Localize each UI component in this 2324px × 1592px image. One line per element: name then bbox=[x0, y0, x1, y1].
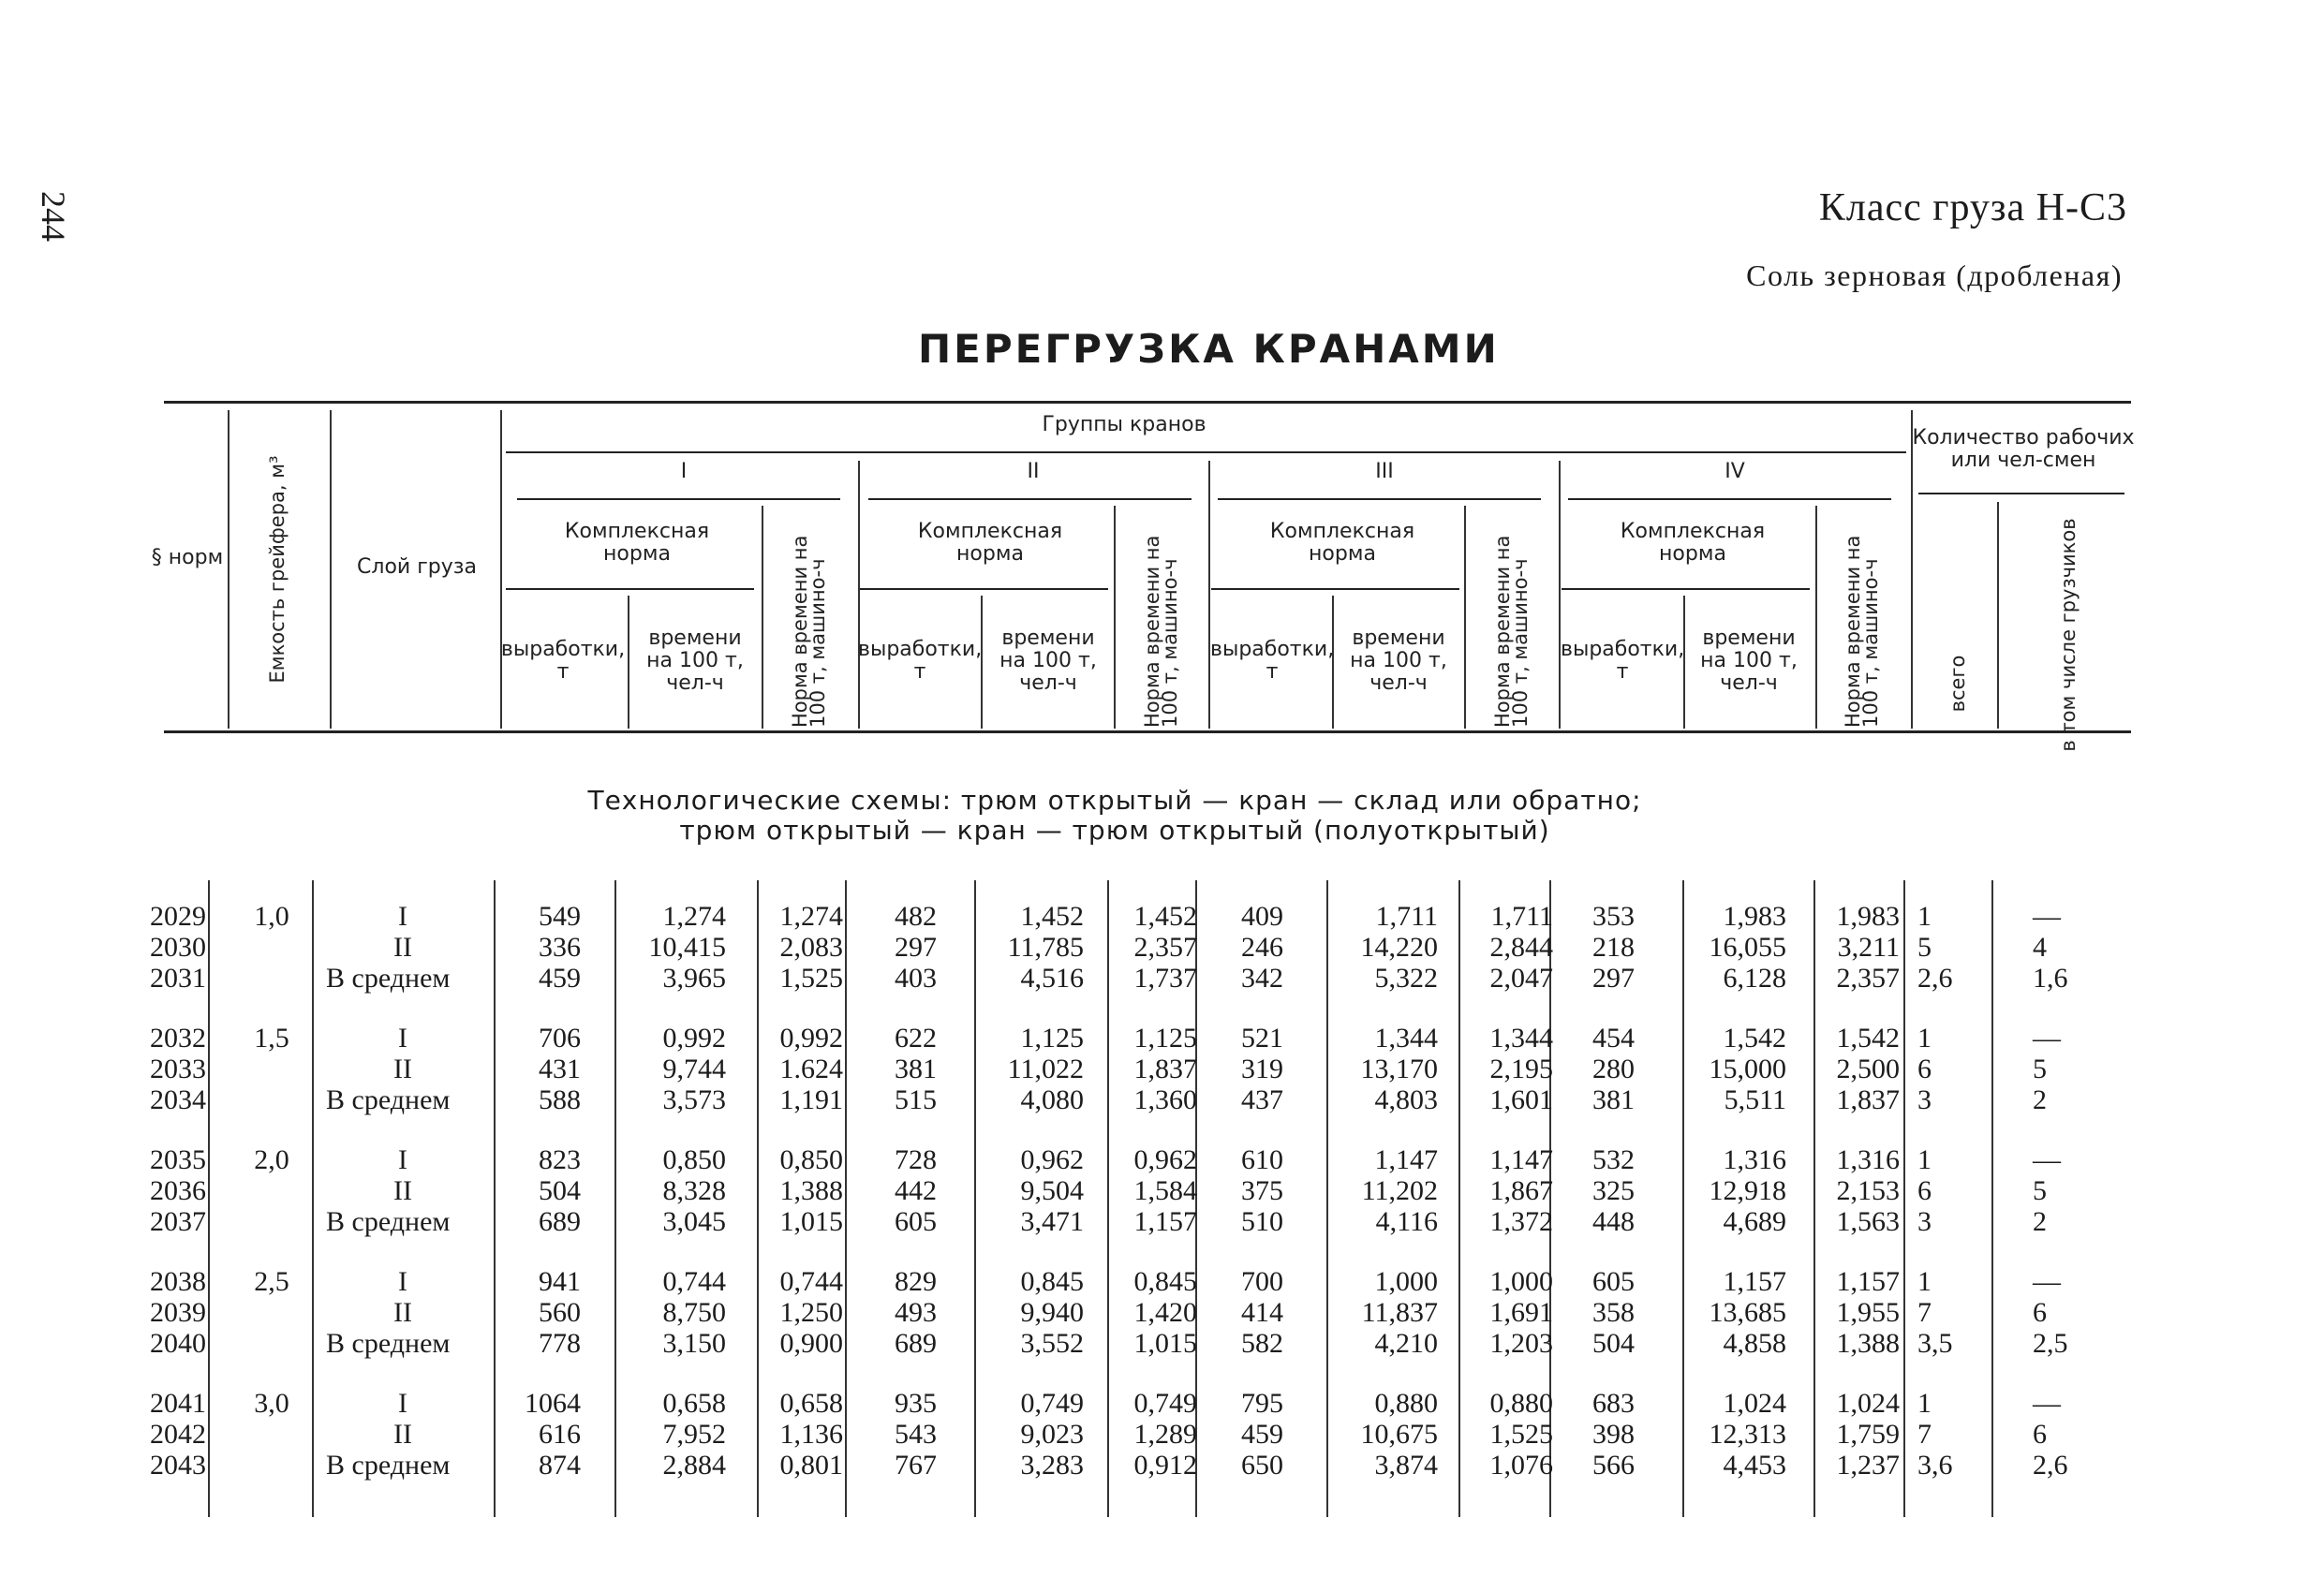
cell-g2-0: 442 bbox=[895, 1175, 937, 1206]
group-name: IV bbox=[1724, 460, 1745, 483]
cell-g2-1: 4,516 bbox=[1020, 963, 1084, 994]
cell-g2-2: 0,749 bbox=[1133, 1388, 1197, 1419]
cell-layer: I bbox=[398, 1388, 407, 1419]
cell-layer: В среднем bbox=[326, 963, 451, 994]
cell-g3-0: 342 bbox=[1241, 963, 1283, 994]
time-label: времени на 100 т, чел-ч bbox=[1350, 626, 1447, 695]
cell-g1-0: 560 bbox=[539, 1297, 581, 1328]
header-norm: § норм bbox=[151, 546, 224, 569]
cell-g4-0: 566 bbox=[1592, 1450, 1635, 1481]
cell-g3-1: 5,322 bbox=[1374, 963, 1438, 994]
cell-g2-2: 0,845 bbox=[1133, 1266, 1197, 1297]
cell-norm: 2035 bbox=[150, 1144, 206, 1175]
complex-norm-label: Комплексная норма bbox=[564, 520, 710, 566]
cell-norm: 2029 bbox=[150, 901, 206, 932]
cell-g3-1: 13,170 bbox=[1360, 1054, 1438, 1084]
complex-norm-label: Комплексная норма bbox=[1620, 520, 1766, 566]
cell-loaders: — bbox=[2033, 901, 2061, 932]
cell-layer: В среднем bbox=[326, 1084, 451, 1115]
cell-loaders: 5 bbox=[2033, 1054, 2047, 1084]
cell-g4-0: 448 bbox=[1592, 1206, 1635, 1237]
cell-g2-1: 9,940 bbox=[1020, 1297, 1084, 1328]
cell-norm: 2031 bbox=[150, 963, 206, 994]
cell-g1-1: 0,744 bbox=[662, 1266, 726, 1297]
cell-g4-2: 1,563 bbox=[1836, 1206, 1900, 1237]
cell-g1-2: 2,083 bbox=[779, 932, 843, 963]
cell-total: 2,6 bbox=[1917, 963, 1953, 994]
cell-g3-2: 1,691 bbox=[1489, 1297, 1553, 1328]
cell-total: 5 bbox=[1917, 932, 1932, 963]
cell-g4-1: 5,511 bbox=[1724, 1084, 1786, 1115]
cell-g1-1: 1,274 bbox=[662, 901, 726, 932]
cell-norm: 2039 bbox=[150, 1297, 206, 1328]
complex-norm-label: Комплексная норма bbox=[917, 520, 1063, 566]
output-label: выработки, т bbox=[1561, 638, 1685, 684]
cell-g2-0: 543 bbox=[895, 1419, 937, 1450]
cell-loaders: 2 bbox=[2033, 1206, 2047, 1237]
cell-g1-1: 3,150 bbox=[662, 1328, 726, 1359]
cell-g2-0: 689 bbox=[895, 1328, 937, 1359]
cell-g4-1: 1,157 bbox=[1723, 1266, 1786, 1297]
cell-g4-2: 1,542 bbox=[1836, 1023, 1900, 1054]
cell-g4-0: 218 bbox=[1592, 932, 1635, 963]
page-number: 244 bbox=[35, 191, 72, 242]
cell-g3-2: 1,344 bbox=[1489, 1023, 1553, 1054]
cell-g3-1: 3,874 bbox=[1374, 1450, 1438, 1481]
cargo-name-subheading: Соль зерновая (дробленая) bbox=[1746, 258, 2123, 292]
cell-layer: II bbox=[393, 1297, 412, 1328]
cell-norm: 2043 bbox=[150, 1450, 206, 1481]
cell-layer: I bbox=[398, 1266, 407, 1297]
cell-g3-0: 437 bbox=[1241, 1084, 1283, 1115]
grab-capacity-value: 1,0 bbox=[254, 901, 289, 932]
machine-time-label: Норма времени на 100 т, машино-ч bbox=[1141, 535, 1181, 728]
cell-g2-2: 1,157 bbox=[1133, 1206, 1197, 1237]
cell-g2-2: 1,837 bbox=[1133, 1054, 1197, 1084]
cell-loaders: — bbox=[2033, 1023, 2061, 1054]
cell-g1-1: 0,850 bbox=[662, 1144, 726, 1175]
cell-g4-2: 2,500 bbox=[1836, 1054, 1900, 1084]
cell-g3-1: 4,210 bbox=[1374, 1328, 1438, 1359]
grab-capacity-value: 3,0 bbox=[254, 1388, 289, 1419]
cell-g1-0: 588 bbox=[539, 1084, 581, 1115]
cell-g3-2: 1,867 bbox=[1489, 1175, 1553, 1206]
cell-loaders: 2,6 bbox=[2033, 1450, 2068, 1481]
cell-g1-2: 1.624 bbox=[779, 1054, 843, 1084]
cell-g2-2: 1,737 bbox=[1133, 963, 1197, 994]
cell-g4-0: 605 bbox=[1592, 1266, 1635, 1297]
cell-g1-0: 504 bbox=[539, 1175, 581, 1206]
cell-g3-0: 795 bbox=[1241, 1388, 1283, 1419]
cell-layer: II bbox=[393, 932, 412, 963]
cell-g3-0: 521 bbox=[1241, 1023, 1283, 1054]
cell-total: 3 bbox=[1917, 1206, 1932, 1237]
cell-g4-1: 1,542 bbox=[1723, 1023, 1786, 1054]
cell-g1-2: 0,992 bbox=[779, 1023, 843, 1054]
header-workers-loaders: в том числе грузчиков bbox=[2057, 518, 2080, 752]
cell-g4-2: 1,983 bbox=[1836, 901, 1900, 932]
cell-g1-1: 9,744 bbox=[662, 1054, 726, 1084]
cell-g2-0: 935 bbox=[895, 1388, 937, 1419]
header-workers: Количество рабочих или чел-смен bbox=[1912, 426, 2135, 472]
cell-g2-2: 1,125 bbox=[1133, 1023, 1197, 1054]
cell-g2-0: 605 bbox=[895, 1206, 937, 1237]
cell-g4-1: 4,453 bbox=[1723, 1450, 1786, 1481]
cell-total: 1 bbox=[1917, 901, 1932, 932]
grab-capacity-value: 1,5 bbox=[254, 1023, 289, 1054]
cell-g1-1: 3,045 bbox=[662, 1206, 726, 1237]
cell-g2-2: 1,015 bbox=[1133, 1328, 1197, 1359]
cell-g4-0: 353 bbox=[1592, 901, 1635, 932]
cell-layer: I bbox=[398, 901, 407, 932]
output-label: выработки, т bbox=[858, 638, 983, 684]
cell-g3-0: 510 bbox=[1241, 1206, 1283, 1237]
cell-g3-1: 1,711 bbox=[1375, 901, 1438, 932]
cell-total: 6 bbox=[1917, 1175, 1932, 1206]
cell-g1-1: 8,328 bbox=[662, 1175, 726, 1206]
cell-g2-2: 1,584 bbox=[1133, 1175, 1197, 1206]
cell-norm: 2038 bbox=[150, 1266, 206, 1297]
cell-g1-0: 431 bbox=[539, 1054, 581, 1084]
cell-g4-1: 6,128 bbox=[1723, 963, 1786, 994]
cell-loaders: — bbox=[2033, 1388, 2061, 1419]
cell-g3-2: 1,711 bbox=[1490, 901, 1553, 932]
cell-layer: В среднем bbox=[326, 1450, 451, 1481]
cell-g4-1: 1,983 bbox=[1723, 901, 1786, 932]
cell-g3-1: 1,000 bbox=[1374, 1266, 1438, 1297]
cell-g4-0: 532 bbox=[1592, 1144, 1635, 1175]
cell-g3-0: 610 bbox=[1241, 1144, 1283, 1175]
cell-g3-2: 1,601 bbox=[1489, 1084, 1553, 1115]
cell-g2-0: 829 bbox=[895, 1266, 937, 1297]
cell-g3-1: 11,837 bbox=[1361, 1297, 1438, 1328]
cell-total: 7 bbox=[1917, 1297, 1932, 1328]
machine-time-label: Норма времени на 100 т, машино-ч bbox=[1491, 535, 1532, 728]
cell-g2-2: 1,360 bbox=[1133, 1084, 1197, 1115]
cell-g4-0: 683 bbox=[1592, 1388, 1635, 1419]
cell-g2-1: 1,125 bbox=[1020, 1023, 1084, 1054]
group-name: I bbox=[680, 460, 688, 483]
cell-g2-1: 11,022 bbox=[1007, 1054, 1084, 1084]
cell-g4-0: 297 bbox=[1592, 963, 1635, 994]
machine-time-label: Норма времени на 100 т, машино-ч bbox=[789, 535, 829, 728]
cell-g4-0: 325 bbox=[1592, 1175, 1635, 1206]
cell-loaders: 2 bbox=[2033, 1084, 2047, 1115]
cell-g3-2: 1,372 bbox=[1489, 1206, 1553, 1237]
cell-g1-2: 0,744 bbox=[779, 1266, 843, 1297]
cell-loaders: 2,5 bbox=[2033, 1328, 2068, 1359]
cell-g1-0: 941 bbox=[539, 1266, 581, 1297]
cell-layer: II bbox=[393, 1419, 412, 1450]
cell-g1-2: 1,274 bbox=[779, 901, 843, 932]
cell-g1-0: 874 bbox=[539, 1450, 581, 1481]
cell-g2-2: 0,962 bbox=[1133, 1144, 1197, 1175]
cell-g1-1: 8,750 bbox=[662, 1297, 726, 1328]
cell-g2-0: 728 bbox=[895, 1144, 937, 1175]
scheme-line-1: Технологические схемы: трюм открытый — кран — склад или обратно; bbox=[587, 785, 1642, 816]
cell-g1-1: 3,965 bbox=[662, 963, 726, 994]
cell-g3-0: 246 bbox=[1241, 932, 1283, 963]
cell-g4-0: 398 bbox=[1592, 1419, 1635, 1450]
cargo-class-heading: Класс груза Н-С3 bbox=[1818, 186, 2127, 229]
cell-norm: 2040 bbox=[150, 1328, 206, 1359]
cell-g3-1: 0,880 bbox=[1374, 1388, 1438, 1419]
cell-g2-2: 1,289 bbox=[1133, 1419, 1197, 1450]
cell-g1-1: 7,952 bbox=[662, 1419, 726, 1450]
page-title: ПЕРЕГРУЗКА КРАНАМИ bbox=[918, 326, 1500, 372]
group-name: II bbox=[1027, 460, 1040, 483]
cell-g2-0: 297 bbox=[895, 932, 937, 963]
cell-g2-2: 0,912 bbox=[1133, 1450, 1197, 1481]
cell-g1-0: 778 bbox=[539, 1328, 581, 1359]
cell-g4-2: 2,153 bbox=[1836, 1175, 1900, 1206]
cell-g2-1: 4,080 bbox=[1020, 1084, 1084, 1115]
cell-g1-0: 706 bbox=[539, 1023, 581, 1054]
cell-g1-2: 1,136 bbox=[779, 1419, 843, 1450]
cell-layer: II bbox=[393, 1054, 412, 1084]
cell-g1-2: 1,250 bbox=[779, 1297, 843, 1328]
time-label: времени на 100 т, чел-ч bbox=[646, 626, 744, 695]
grab-capacity-value: 2,0 bbox=[254, 1144, 289, 1175]
cell-loaders: 5 bbox=[2033, 1175, 2047, 1206]
machine-time-label: Норма времени на 100 т, машино-ч bbox=[1842, 535, 1882, 728]
cell-g2-0: 622 bbox=[895, 1023, 937, 1054]
cell-g3-0: 319 bbox=[1241, 1054, 1283, 1084]
cell-g2-1: 3,552 bbox=[1020, 1328, 1084, 1359]
cell-loaders: 6 bbox=[2033, 1297, 2047, 1328]
cell-total: 3,6 bbox=[1917, 1450, 1953, 1481]
cell-g1-1: 0,658 bbox=[662, 1388, 726, 1419]
cell-g2-0: 403 bbox=[895, 963, 937, 994]
scheme-line-2: трюм открытый — кран — трюм открытый (полуоткрытый) bbox=[679, 815, 1550, 846]
cell-g2-2: 1,452 bbox=[1133, 901, 1197, 932]
cell-total: 3 bbox=[1917, 1084, 1932, 1115]
cell-g2-0: 482 bbox=[895, 901, 937, 932]
complex-norm-label: Комплексная норма bbox=[1269, 520, 1415, 566]
cell-g2-2: 1,420 bbox=[1133, 1297, 1197, 1328]
cell-loaders: 6 bbox=[2033, 1419, 2047, 1450]
cell-g2-1: 11,785 bbox=[1007, 932, 1084, 963]
cell-g4-1: 12,313 bbox=[1709, 1419, 1786, 1450]
cell-g2-1: 9,504 bbox=[1020, 1175, 1084, 1206]
cell-g1-2: 1,191 bbox=[779, 1084, 843, 1115]
cell-g3-1: 1,344 bbox=[1374, 1023, 1438, 1054]
cell-g3-2: 2,047 bbox=[1489, 963, 1553, 994]
cell-g1-0: 1064 bbox=[525, 1388, 581, 1419]
cell-g1-2: 0,850 bbox=[779, 1144, 843, 1175]
cell-g2-0: 515 bbox=[895, 1084, 937, 1115]
cell-g4-2: 2,357 bbox=[1836, 963, 1900, 994]
group-name: III bbox=[1375, 460, 1394, 483]
cell-g3-0: 459 bbox=[1241, 1419, 1283, 1450]
cell-g1-2: 0,658 bbox=[779, 1388, 843, 1419]
cell-g3-0: 375 bbox=[1241, 1175, 1283, 1206]
cell-g2-0: 381 bbox=[895, 1054, 937, 1084]
cell-g2-1: 0,962 bbox=[1020, 1144, 1084, 1175]
cell-loaders: 4 bbox=[2033, 932, 2047, 963]
cell-g3-2: 1,076 bbox=[1489, 1450, 1553, 1481]
cell-g4-1: 12,918 bbox=[1709, 1175, 1786, 1206]
cell-loaders: 1,6 bbox=[2033, 963, 2068, 994]
cell-g2-1: 1,452 bbox=[1020, 901, 1084, 932]
cell-total: 6 bbox=[1917, 1054, 1932, 1084]
cell-g3-2: 1,203 bbox=[1489, 1328, 1553, 1359]
output-label: выработки, т bbox=[500, 638, 626, 684]
cell-g1-2: 1,015 bbox=[779, 1206, 843, 1237]
cell-g1-0: 823 bbox=[539, 1144, 581, 1175]
cell-g3-2: 2,195 bbox=[1489, 1054, 1553, 1084]
cell-g4-1: 16,055 bbox=[1709, 932, 1786, 963]
header-layer: Слой груза bbox=[357, 555, 477, 579]
cell-g1-2: 0,900 bbox=[779, 1328, 843, 1359]
cell-g3-0: 582 bbox=[1241, 1328, 1283, 1359]
cell-g3-1: 4,803 bbox=[1374, 1084, 1438, 1115]
cell-g3-0: 414 bbox=[1241, 1297, 1283, 1328]
cell-g2-1: 3,283 bbox=[1020, 1450, 1084, 1481]
output-label: выработки, т bbox=[1210, 638, 1335, 684]
cell-g3-2: 0,880 bbox=[1489, 1388, 1553, 1419]
cell-g3-0: 650 bbox=[1241, 1450, 1283, 1481]
cell-g4-0: 358 bbox=[1592, 1297, 1635, 1328]
cell-g3-1: 1,147 bbox=[1374, 1144, 1438, 1175]
cell-norm: 2034 bbox=[150, 1084, 206, 1115]
cell-g4-1: 1,024 bbox=[1723, 1388, 1786, 1419]
cell-g1-1: 3,573 bbox=[662, 1084, 726, 1115]
cell-layer: I bbox=[398, 1144, 407, 1175]
cell-g2-0: 493 bbox=[895, 1297, 937, 1328]
cell-g3-2: 2,844 bbox=[1489, 932, 1553, 963]
cell-g4-0: 381 bbox=[1592, 1084, 1635, 1115]
cell-g1-0: 336 bbox=[539, 932, 581, 963]
cell-g3-1: 14,220 bbox=[1360, 932, 1438, 963]
header-crane-groups: Группы кранов bbox=[1042, 413, 1206, 436]
cell-g3-1: 10,675 bbox=[1360, 1419, 1438, 1450]
cell-g1-2: 1,388 bbox=[779, 1175, 843, 1206]
cell-g2-2: 2,357 bbox=[1133, 932, 1197, 963]
cell-g4-2: 1,024 bbox=[1836, 1388, 1900, 1419]
cell-layer: I bbox=[398, 1023, 407, 1054]
cell-g4-1: 1,316 bbox=[1723, 1144, 1786, 1175]
cell-g4-0: 454 bbox=[1592, 1023, 1635, 1054]
cell-g4-1: 15,000 bbox=[1709, 1054, 1786, 1084]
cell-g3-2: 1,147 bbox=[1489, 1144, 1553, 1175]
time-label: времени на 100 т, чел-ч bbox=[1700, 626, 1798, 695]
cell-g1-1: 2,884 bbox=[662, 1450, 726, 1481]
cell-g4-2: 3,211 bbox=[1837, 932, 1900, 963]
cell-g1-0: 689 bbox=[539, 1206, 581, 1237]
cell-layer: II bbox=[393, 1175, 412, 1206]
cell-total: 1 bbox=[1917, 1023, 1932, 1054]
cell-g3-0: 700 bbox=[1241, 1266, 1283, 1297]
cell-g1-0: 616 bbox=[539, 1419, 581, 1450]
cell-loaders: — bbox=[2033, 1144, 2061, 1175]
cell-g4-2: 1,237 bbox=[1836, 1450, 1900, 1481]
cell-total: 1 bbox=[1917, 1388, 1932, 1419]
cell-g4-2: 1,316 bbox=[1836, 1144, 1900, 1175]
cell-g1-1: 0,992 bbox=[662, 1023, 726, 1054]
cell-norm: 2030 bbox=[150, 932, 206, 963]
cell-g2-1: 0,749 bbox=[1020, 1388, 1084, 1419]
cell-g3-1: 4,116 bbox=[1375, 1206, 1438, 1237]
cell-total: 1 bbox=[1917, 1266, 1932, 1297]
cell-g3-1: 11,202 bbox=[1361, 1175, 1438, 1206]
cell-g4-1: 4,858 bbox=[1723, 1328, 1786, 1359]
cell-g4-0: 504 bbox=[1592, 1328, 1635, 1359]
cell-norm: 2042 bbox=[150, 1419, 206, 1450]
cell-g4-1: 13,685 bbox=[1709, 1297, 1786, 1328]
cell-g4-2: 1,837 bbox=[1836, 1084, 1900, 1115]
cell-g2-1: 3,471 bbox=[1020, 1206, 1084, 1237]
cell-g1-1: 10,415 bbox=[648, 932, 726, 963]
cell-g4-2: 1,759 bbox=[1836, 1419, 1900, 1450]
time-label: времени на 100 т, чел-ч bbox=[999, 626, 1097, 695]
cell-g3-2: 1,525 bbox=[1489, 1419, 1553, 1450]
cell-g4-2: 1,157 bbox=[1836, 1266, 1900, 1297]
cell-g1-0: 459 bbox=[539, 963, 581, 994]
header-grab-capacity: Емкость грейфера, м³ bbox=[266, 455, 289, 684]
cell-g3-2: 1,000 bbox=[1489, 1266, 1553, 1297]
cell-norm: 2037 bbox=[150, 1206, 206, 1237]
cell-layer: В среднем bbox=[326, 1206, 451, 1237]
cell-loaders: — bbox=[2033, 1266, 2061, 1297]
cell-total: 3,5 bbox=[1917, 1328, 1953, 1359]
cell-g2-0: 767 bbox=[895, 1450, 937, 1481]
cell-norm: 2036 bbox=[150, 1175, 206, 1206]
cell-g1-0: 549 bbox=[539, 901, 581, 932]
cell-total: 7 bbox=[1917, 1419, 1932, 1450]
cell-g2-1: 9,023 bbox=[1020, 1419, 1084, 1450]
cell-norm: 2032 bbox=[150, 1023, 206, 1054]
cell-layer: В среднем bbox=[326, 1328, 451, 1359]
cell-g4-2: 1,955 bbox=[1836, 1297, 1900, 1328]
cell-g2-1: 0,845 bbox=[1020, 1266, 1084, 1297]
cell-norm: 2033 bbox=[150, 1054, 206, 1084]
cell-g4-1: 4,689 bbox=[1723, 1206, 1786, 1237]
cell-g4-0: 280 bbox=[1592, 1054, 1635, 1084]
cell-g4-2: 1,388 bbox=[1836, 1328, 1900, 1359]
cell-norm: 2041 bbox=[150, 1388, 206, 1419]
header-workers-total: всего bbox=[1947, 655, 1969, 713]
grab-capacity-value: 2,5 bbox=[254, 1266, 289, 1297]
cell-g1-2: 0,801 bbox=[779, 1450, 843, 1481]
cell-g1-2: 1,525 bbox=[779, 963, 843, 994]
cell-g3-0: 409 bbox=[1241, 901, 1283, 932]
cell-total: 1 bbox=[1917, 1144, 1932, 1175]
